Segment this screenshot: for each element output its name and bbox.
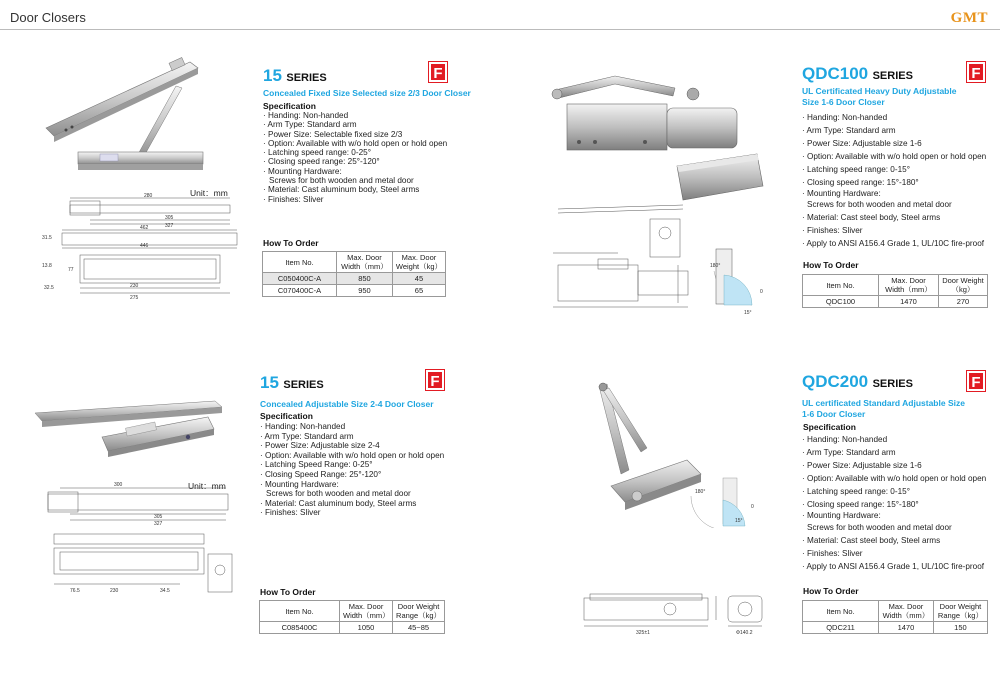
spec-item: · Apply to ANSI A156.4 Grade 1, UL/10C fire-proof bbox=[802, 562, 985, 571]
column-header: Door Weight（kg） bbox=[938, 275, 987, 296]
dim-label: 327 bbox=[154, 521, 163, 527]
dim-label: 15° bbox=[735, 518, 743, 524]
series-subtitle: UL Certificated Heavy Duty Adjustable Size 1-6 Door Closer bbox=[802, 86, 957, 107]
unit-label: Unit：mm bbox=[190, 188, 228, 198]
table-cell: QDC211 bbox=[803, 622, 879, 634]
dim-label: Φ140.2 bbox=[736, 630, 753, 636]
column-header: Item No. bbox=[803, 275, 879, 296]
spec-list bbox=[802, 112, 986, 251]
spec-item: · Latching speed range: 0-15° bbox=[802, 164, 910, 174]
spec-list bbox=[802, 433, 986, 573]
table-header-row bbox=[803, 601, 988, 622]
dim-label: 180° bbox=[695, 489, 706, 495]
column-header: Door Weight Range（kg） bbox=[933, 601, 987, 622]
table-cell: 850 bbox=[337, 273, 393, 285]
series-number: QDC200 bbox=[802, 372, 869, 391]
spec-item: · Arm Type: Standard arm bbox=[802, 125, 896, 135]
spec-item: · Closing speed range: 15°-180° bbox=[802, 500, 919, 509]
dim-label: 325±1 bbox=[636, 630, 650, 636]
table-cell: 950 bbox=[337, 285, 393, 297]
spec-item: · Mounting Hardware: bbox=[802, 511, 881, 520]
column-header: Item No. bbox=[803, 601, 879, 622]
table-cell: C070400C-A bbox=[263, 285, 337, 297]
series-number: 15 bbox=[260, 373, 279, 392]
table-row bbox=[263, 285, 446, 297]
table-cell: 1050 bbox=[340, 622, 393, 634]
fire-rated-badge: F bbox=[429, 62, 447, 82]
dim-label: 275 bbox=[130, 295, 139, 301]
order-table bbox=[802, 274, 988, 308]
spec-item: · Handing: Non-handed bbox=[802, 113, 888, 122]
spec-item: · Power Size: Adjustable size 1-6 bbox=[802, 138, 922, 148]
dimension-drawing-qdc200 bbox=[580, 590, 770, 638]
table-header-row bbox=[263, 252, 446, 273]
column-header: Item No. bbox=[263, 252, 337, 273]
spec-item: · Option: Available with w/o hold open or hold open bbox=[260, 450, 445, 460]
order-heading: How To Order bbox=[803, 260, 859, 270]
spec-item: Screws for both wooden and metal door bbox=[269, 176, 414, 186]
table-cell: 45~85 bbox=[393, 622, 445, 634]
series-title bbox=[263, 66, 327, 86]
spec-item: · Power Size: Adjustable size 2-4 bbox=[260, 441, 380, 451]
table-cell: QDC100 bbox=[803, 296, 879, 308]
order-heading: How To Order bbox=[260, 587, 316, 597]
spec-item: · Closing speed range: 25°-120° bbox=[263, 157, 380, 167]
column-header: Max. Door Width（mm） bbox=[340, 601, 393, 622]
dim-label: 13.8 bbox=[42, 263, 52, 269]
spec-item: · Power Size: Selectable fixed size 2/3 bbox=[263, 129, 403, 139]
dim-label: 32.5 bbox=[44, 285, 54, 291]
series-number: QDC100 bbox=[802, 64, 869, 83]
series-subtitle: Concealed Fixed Size Selected size 2/3 Door Closer bbox=[263, 88, 471, 98]
column-header: Door Weight Range（kg） bbox=[393, 601, 445, 622]
spec-item: · Handing: Non-handed bbox=[802, 435, 888, 444]
spec-item: · Option: Available with w/o hold open or hold open bbox=[263, 138, 448, 148]
spec-heading: Specification bbox=[263, 101, 316, 111]
table-row bbox=[260, 622, 445, 634]
page-title: Door Closers bbox=[10, 10, 86, 25]
spec-item: · Finishes: Sliver bbox=[260, 508, 321, 518]
spec-item: · Finishes: Sliver bbox=[802, 225, 863, 235]
brand-logo: GMT bbox=[950, 10, 988, 26]
dim-label: 180° bbox=[710, 263, 721, 269]
series-subtitle: UL certificated Standard Adjustable Size 1-6 Door Closer bbox=[802, 398, 965, 419]
table-row bbox=[803, 296, 988, 308]
table-cell: 1470 bbox=[879, 622, 934, 634]
dim-label: 305 bbox=[165, 215, 174, 221]
spec-item: · Power Size: Adjustable size 1-6 bbox=[802, 461, 922, 470]
table-cell: 1470 bbox=[879, 296, 939, 308]
column-header: Item No. bbox=[260, 601, 340, 622]
spec-item: · Closing Speed Range: 25°-120° bbox=[260, 469, 382, 479]
dim-label: 300 bbox=[114, 482, 123, 488]
spec-item: · Arm Type: Standard arm bbox=[263, 120, 357, 130]
dimension-drawing-15-adjustable bbox=[30, 480, 240, 598]
series-title bbox=[802, 64, 913, 84]
dim-label: 280 bbox=[144, 193, 153, 199]
table-cell: C085400C bbox=[260, 622, 340, 634]
series-title bbox=[802, 372, 913, 392]
spec-item: · Mounting Hardware: bbox=[802, 189, 881, 199]
spec-item: · Latching speed range: 0-15° bbox=[802, 487, 910, 496]
series-word: SERIES bbox=[872, 70, 913, 82]
dimension-drawing-qdc100 bbox=[548, 195, 778, 315]
spec-item: Screws for both wooden and metal door bbox=[807, 523, 952, 532]
spec-item: Screws for both wooden and metal door bbox=[807, 199, 952, 209]
dimension-drawing-15-fixed bbox=[40, 193, 240, 303]
order-table bbox=[262, 251, 446, 297]
fire-rated-badge: F bbox=[967, 371, 985, 391]
spec-heading: Specification bbox=[803, 422, 856, 432]
spec-item: · Handing: Non-handed bbox=[263, 111, 349, 120]
table-cell: 65 bbox=[392, 285, 445, 297]
spec-item: · Material: Cast steel body, Steel arms bbox=[802, 212, 941, 222]
spec-list bbox=[260, 422, 444, 518]
spec-item: · Latching Speed Range: 0-25° bbox=[260, 460, 373, 470]
spec-item: · Mounting Hardware: bbox=[263, 166, 342, 176]
product-image-qdc200 bbox=[585, 378, 785, 528]
order-heading: How To Order bbox=[803, 586, 859, 596]
dim-label: 0 bbox=[751, 504, 754, 510]
dim-label: 76.5 bbox=[70, 588, 80, 594]
dim-label: 31.5 bbox=[42, 235, 52, 241]
table-row bbox=[803, 622, 988, 634]
dim-label: 230 bbox=[110, 588, 119, 594]
dim-label: 0 bbox=[760, 289, 763, 295]
spec-heading: Specification bbox=[260, 411, 313, 421]
spec-item: · Mounting Hardware: bbox=[260, 479, 339, 489]
spec-item: · Material: Cast aluminum body, Steel arms bbox=[260, 498, 417, 508]
product-image-qdc100 bbox=[545, 68, 770, 208]
series-word: SERIES bbox=[286, 72, 327, 84]
table-cell: C050400C-A bbox=[263, 273, 337, 285]
series-title bbox=[260, 373, 324, 393]
spec-item: · Arm Type: Standard arm bbox=[260, 431, 354, 441]
order-table bbox=[259, 600, 445, 634]
spec-item: · Option: Available with w/o hold open or hold open bbox=[802, 151, 987, 161]
table-header-row bbox=[803, 275, 988, 296]
table-cell: 45 bbox=[392, 273, 445, 285]
spec-item: · Closing speed range: 15°-180° bbox=[802, 177, 919, 187]
series-subtitle: Concealed Adjustable Size 2-4 Door Closer bbox=[260, 399, 434, 409]
dim-label: 230 bbox=[130, 283, 139, 289]
column-header: Max. Door Width（mm） bbox=[337, 252, 393, 273]
spec-item: · Option: Available with w/o hold open or hold open bbox=[802, 474, 987, 483]
fire-rated-badge: F bbox=[967, 62, 985, 82]
spec-list bbox=[263, 111, 447, 204]
spec-item: · Finishes: Sliver bbox=[263, 194, 324, 204]
page-header bbox=[0, 0, 1000, 30]
dim-label: 305 bbox=[154, 514, 163, 520]
dim-label: 15° bbox=[744, 310, 752, 315]
order-table bbox=[802, 600, 988, 634]
series-word: SERIES bbox=[283, 379, 324, 391]
unit-label: Unit：mm bbox=[188, 481, 226, 491]
dim-label: 327 bbox=[165, 223, 174, 229]
dim-label: 446 bbox=[140, 243, 149, 249]
table-row bbox=[263, 273, 446, 285]
spec-item: · Finishes: Sliver bbox=[802, 549, 863, 558]
column-header: Max. Door Width（mm） bbox=[879, 601, 934, 622]
dim-label: 77 bbox=[68, 267, 74, 273]
spec-item: · Apply to ANSI A156.4 Grade 1, UL/10C fire-proof bbox=[802, 238, 985, 248]
spec-item: · Latching speed range: 0-25° bbox=[263, 148, 371, 158]
spec-item: · Arm Type: Standard arm bbox=[802, 448, 896, 457]
product-image-15-adjustable bbox=[30, 395, 230, 465]
series-word: SERIES bbox=[872, 378, 913, 390]
table-cell: 270 bbox=[938, 296, 987, 308]
spec-item: · Material: Cast aluminum body, Steel arms bbox=[263, 185, 420, 195]
column-header: Max. Door Width（mm） bbox=[879, 275, 939, 296]
product-image-15-fixed bbox=[42, 52, 222, 182]
table-header-row bbox=[260, 601, 445, 622]
dim-label: 462 bbox=[140, 225, 149, 231]
table-cell: 150 bbox=[933, 622, 987, 634]
column-header: Max. Door Weight（kg） bbox=[392, 252, 445, 273]
series-number: 15 bbox=[263, 66, 282, 85]
spec-item: Screws for both wooden and metal door bbox=[266, 489, 411, 499]
spec-item: · Handing: Non-handed bbox=[260, 422, 346, 431]
fire-rated-badge: F bbox=[426, 370, 444, 390]
spec-item: · Material: Cast steel body, Steel arms bbox=[802, 536, 941, 545]
order-heading: How To Order bbox=[263, 238, 319, 248]
dim-label: 34.5 bbox=[160, 588, 170, 594]
